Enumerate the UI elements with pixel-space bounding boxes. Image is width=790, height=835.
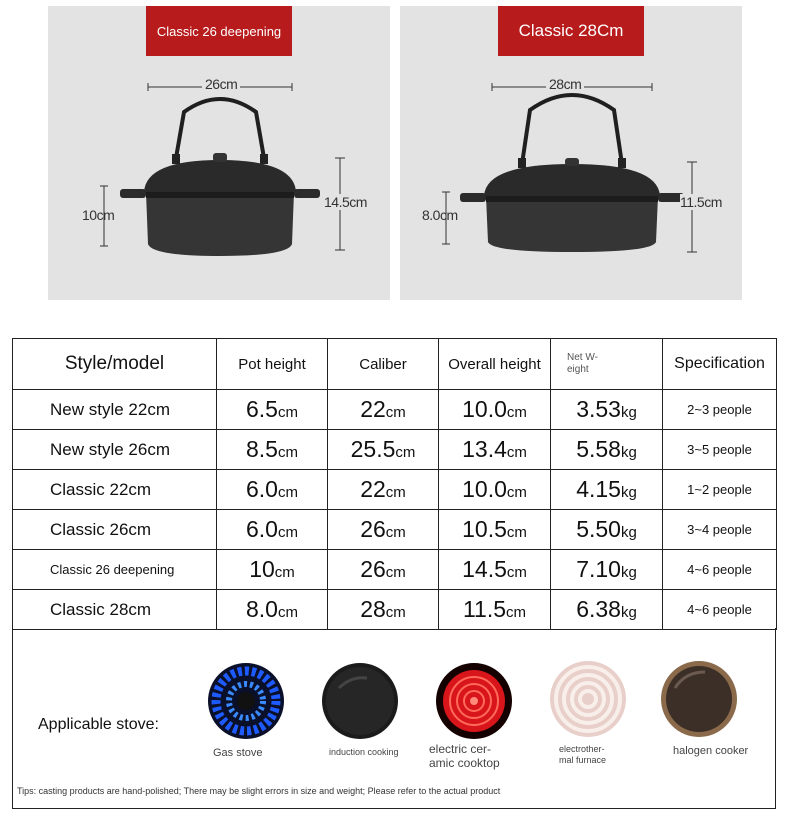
cell-specification: 4~6 people <box>663 550 777 590</box>
cell-caliber: 25.5cm <box>328 430 439 470</box>
cell-pot-height: 6.0cm <box>217 470 328 510</box>
cell-pot-height: 8.0cm <box>217 590 328 630</box>
cell-caliber: 26cm <box>328 550 439 590</box>
cell-specification: 4~6 people <box>663 590 777 630</box>
body-height-label: 10cm <box>82 207 115 223</box>
cell-specification: 2~3 people <box>663 390 777 430</box>
cell-caliber: 28cm <box>328 590 439 630</box>
induction-plate-icon <box>321 662 399 740</box>
header-pot-height: Pot height <box>217 339 328 390</box>
cell-model: New style 22cm <box>13 390 217 430</box>
header-net-weight: Net W- eight <box>551 339 663 390</box>
header-style-model: Style/model <box>13 339 217 390</box>
dutch-oven-illustration <box>400 6 742 300</box>
cell-specification: 3~5 people <box>663 430 777 470</box>
cell-specification: 3~4 people <box>663 510 777 550</box>
model-banner: Classic 28Cm <box>498 6 644 56</box>
cell-pot-height: 8.5cm <box>217 430 328 470</box>
cell-model: Classic 22cm <box>13 470 217 510</box>
cell-caliber: 26cm <box>328 510 439 550</box>
width-dimension-label: 26cm <box>202 76 240 92</box>
cell-model: Classic 26cm <box>13 510 217 550</box>
cell-overall-height: 13.4cm <box>439 430 551 470</box>
total-height-label: 14.5cm <box>324 194 367 210</box>
cell-net-weight: 5.50kg <box>551 510 663 550</box>
table-row <box>13 430 777 470</box>
cell-model: Classic 28cm <box>13 590 217 630</box>
cell-pot-height: 10cm <box>217 550 328 590</box>
width-dimension-label: 28cm <box>546 76 584 92</box>
cell-overall-height: 14.5cm <box>439 550 551 590</box>
cell-overall-height: 10.0cm <box>439 470 551 510</box>
header-specification: Specification <box>663 339 777 390</box>
ceramic-coil-icon <box>435 662 513 740</box>
table-row <box>13 550 777 590</box>
table-row <box>13 590 777 630</box>
cell-caliber: 22cm <box>328 390 439 430</box>
cell-net-weight: 5.58kg <box>551 430 663 470</box>
cell-caliber: 22cm <box>328 470 439 510</box>
header-overall-height: Overall height <box>439 339 551 390</box>
cell-net-weight: 6.38kg <box>551 590 663 630</box>
table-row <box>13 510 777 550</box>
total-height-label: 11.5cm <box>680 194 722 210</box>
cell-net-weight: 3.53kg <box>551 390 663 430</box>
body-height-label: 8.0cm <box>422 207 458 223</box>
cell-net-weight: 7.10kg <box>551 550 663 590</box>
tips-note: Tips: casting products are hand-polished; There may be slight errors in size and weight; Please refer to the actual product <box>17 786 501 796</box>
stove-label-induction: induction cooking <box>329 747 399 757</box>
gas-flame-icon <box>207 662 285 740</box>
cell-overall-height: 11.5cm <box>439 590 551 630</box>
cell-overall-height: 10.5cm <box>439 510 551 550</box>
cell-model: Classic 26 deepening <box>13 550 217 590</box>
header-caliber: Caliber <box>328 339 439 390</box>
table-header-row <box>13 339 777 390</box>
stove-label-halogen: halogen cooker <box>673 745 749 757</box>
stove-label-ceramic: electric cer- amic cooktop <box>429 742 500 770</box>
stove-label-electrothermal: electrother- mal furnace <box>559 744 607 765</box>
applicable-stove-label: Applicable stove: <box>38 716 159 733</box>
cell-pot-height: 6.5cm <box>217 390 328 430</box>
stove-label-gas: Gas stove <box>213 747 263 759</box>
product-panel-classic-26-deepening <box>48 6 390 300</box>
cell-net-weight: 4.15kg <box>551 470 663 510</box>
table-row <box>13 470 777 510</box>
cell-specification: 1~2 people <box>663 470 777 510</box>
electrothermal-coil-icon <box>549 660 627 738</box>
dutch-oven-illustration <box>48 6 390 300</box>
cell-model: New style 26cm <box>13 430 217 470</box>
applicable-stove-section <box>12 628 776 809</box>
product-panel-classic-28 <box>400 6 742 300</box>
cell-overall-height: 10.0cm <box>439 390 551 430</box>
specification-table <box>12 338 777 630</box>
halogen-plate-icon <box>659 660 739 738</box>
cell-pot-height: 6.0cm <box>217 510 328 550</box>
table-row <box>13 390 777 430</box>
model-banner: Classic 26 deepening <box>146 6 292 56</box>
